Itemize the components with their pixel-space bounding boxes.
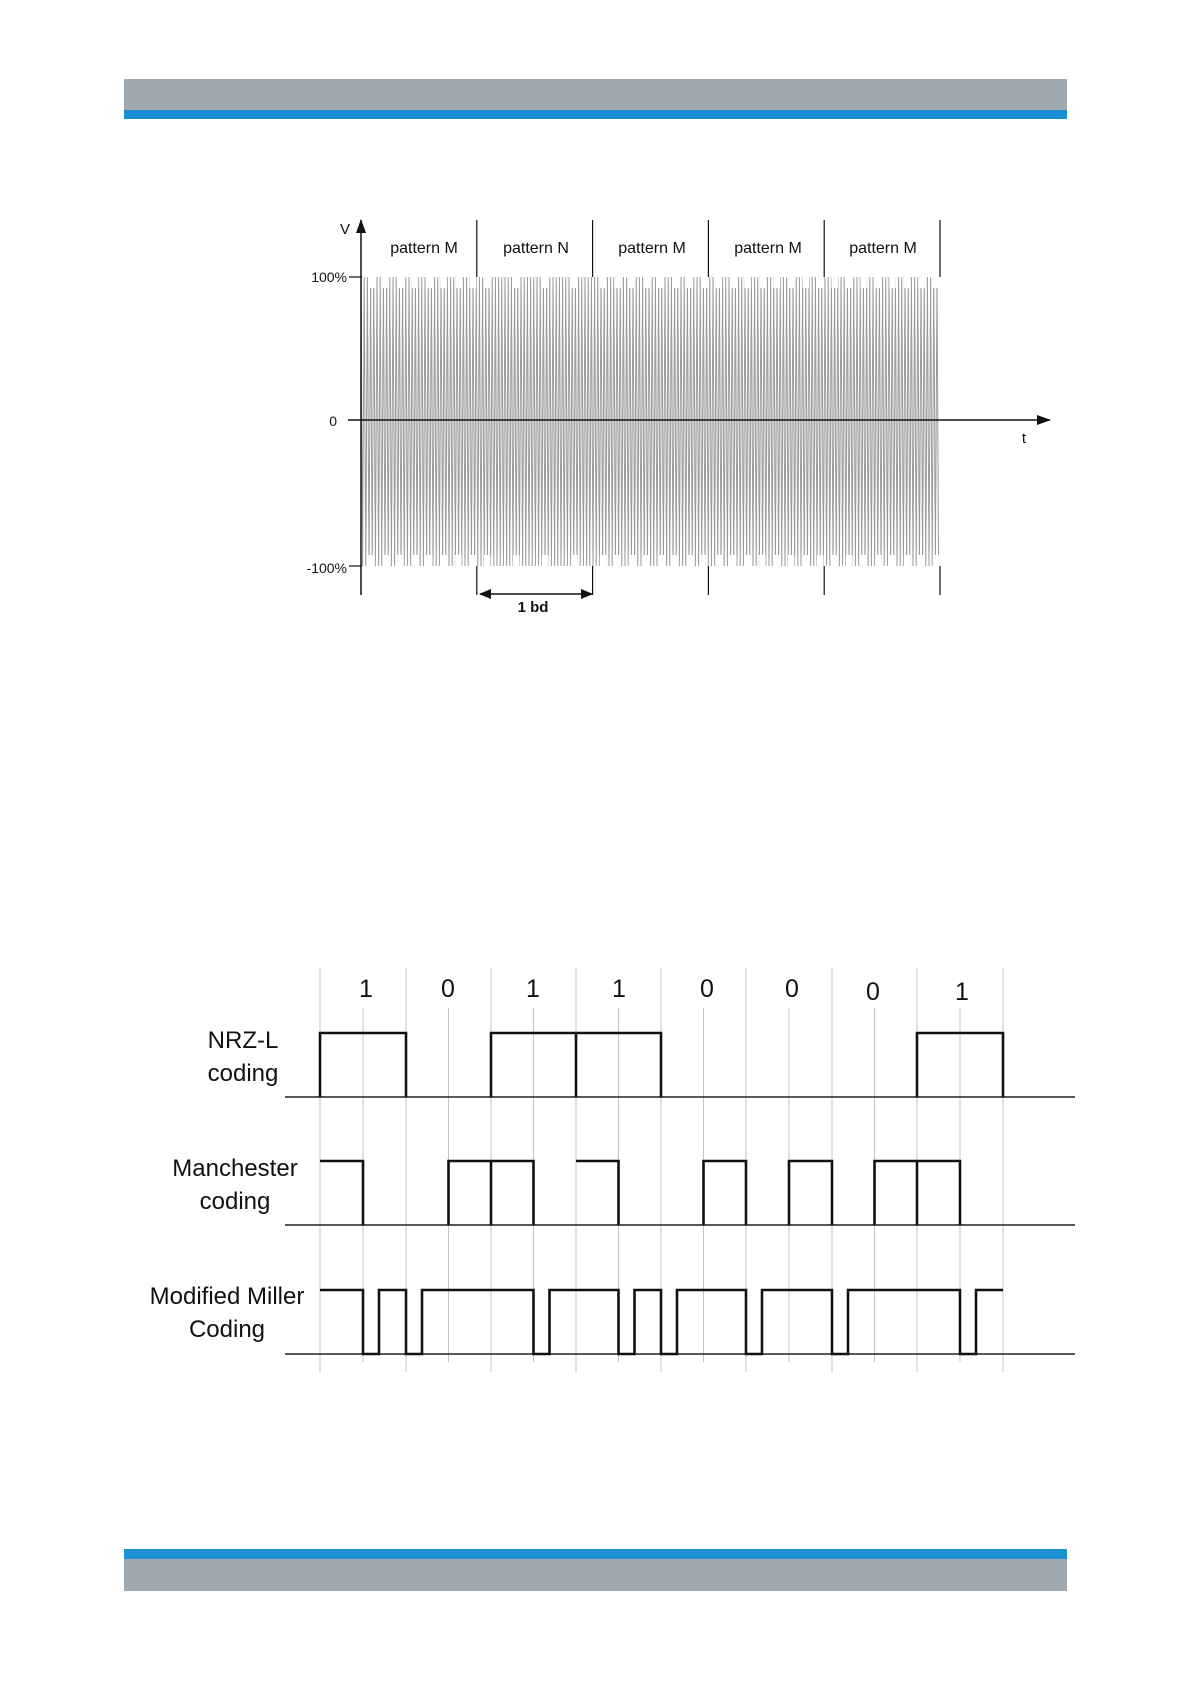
envelope-notch (759, 555, 766, 567)
envelope-notch (730, 555, 737, 567)
y-tick-label: 0 (329, 413, 337, 429)
footer-band (124, 1549, 1067, 1591)
bit-midlines (363, 1008, 960, 1362)
envelope-notch (484, 555, 491, 567)
envelope-notch (774, 555, 781, 567)
footer-band-blue (124, 1549, 1067, 1559)
envelope-notch (600, 276, 607, 288)
nrz-signal (320, 1033, 1003, 1097)
envelope-notch (730, 276, 737, 288)
pattern-label: pattern M (734, 240, 802, 257)
row-label-miller: Modified Miller (149, 1283, 305, 1310)
pattern-label: pattern N (503, 240, 569, 257)
envelope-notch (383, 555, 390, 567)
envelope-notch (571, 555, 578, 567)
envelope-notch (745, 276, 752, 288)
envelope-notch (817, 555, 824, 567)
envelope-notch (426, 276, 433, 288)
envelope-notch (716, 555, 723, 567)
footer-band-grey (124, 1559, 1067, 1591)
manchester-signal (320, 1161, 960, 1225)
envelope-notch (441, 555, 448, 567)
envelope-notch (716, 276, 723, 288)
envelope-notch (701, 555, 708, 567)
y-tick-label: -100% (306, 560, 347, 576)
y-axis-label: V (339, 221, 351, 238)
envelope-notch (542, 276, 549, 288)
envelope-notch (629, 555, 636, 567)
envelope-notch (933, 276, 940, 288)
envelope-notch (513, 555, 520, 567)
bit-value: 0 (700, 975, 714, 1003)
envelope-notch (745, 555, 752, 567)
row-label-nrz: NRZ-L (207, 1027, 279, 1054)
envelope-notch (614, 276, 621, 288)
envelope-notch (774, 276, 781, 288)
baud-span-label: 1 bd (517, 599, 549, 616)
envelope-notch (643, 276, 650, 288)
bit-value: 1 (526, 975, 540, 1003)
envelope-notch (846, 276, 853, 288)
envelope-notch (672, 276, 679, 288)
bit-value: 1 (359, 975, 373, 1003)
row-baselines (285, 1097, 1075, 1354)
envelope-notch (803, 276, 810, 288)
pattern-label: pattern M (849, 240, 917, 257)
envelope-notch (889, 555, 896, 567)
envelope-notch (658, 555, 665, 567)
envelope-notch (803, 555, 810, 567)
bit-value: 0 (441, 975, 455, 1003)
bit-values (359, 975, 969, 1006)
pattern-label: pattern M (390, 240, 458, 257)
envelope-notch (672, 555, 679, 567)
row-label-nrz: coding (207, 1060, 279, 1087)
envelope-notch (383, 276, 390, 288)
envelope-notch (412, 555, 419, 567)
envelope-notch (831, 276, 838, 288)
envelope-notch (368, 555, 375, 567)
envelope-notch (455, 555, 462, 567)
row-label-miller: Coding (188, 1316, 266, 1343)
bit-value: 1 (612, 975, 626, 1003)
row-labels (150, 1027, 305, 1343)
envelope-notch (513, 276, 520, 288)
carrier-waveform (361, 277, 939, 566)
bit-gridlines (320, 968, 1003, 1372)
envelope-notch (875, 276, 882, 288)
envelope-notch (889, 276, 896, 288)
envelope-notch (918, 276, 925, 288)
envelope-notch (600, 555, 607, 567)
envelope-notch (368, 276, 375, 288)
row-label-manchester: Manchester (172, 1155, 298, 1182)
envelope-notch (933, 555, 940, 567)
bit-value: 0 (785, 975, 799, 1003)
envelope-notch (484, 276, 491, 288)
envelope-notch (470, 276, 477, 288)
envelope-notch (687, 276, 694, 288)
carrier-trace (361, 277, 939, 566)
envelope-notch (875, 555, 882, 567)
pattern-label: pattern M (618, 240, 686, 257)
miller-signal (320, 1290, 1003, 1354)
envelope-notch (470, 555, 477, 567)
envelope-notch (397, 555, 404, 567)
envelope-notch (701, 276, 708, 288)
modulation-diagram (0, 0, 1192, 640)
envelope-notch (629, 276, 636, 288)
envelope-notch (846, 555, 853, 567)
envelope-notch (397, 276, 404, 288)
envelope-notch (441, 276, 448, 288)
y-tick-label: 100% (311, 269, 347, 285)
envelope-notch (614, 555, 621, 567)
envelope-notch (426, 555, 433, 567)
row-label-manchester: coding (199, 1188, 271, 1215)
envelope-notch (687, 555, 694, 567)
x-axis-label: t (1021, 430, 1027, 447)
envelope-notch (788, 555, 795, 567)
envelope-notch (658, 276, 665, 288)
coded-signals (320, 1033, 1003, 1354)
envelope-notch (860, 276, 867, 288)
envelope-notch (831, 555, 838, 567)
envelope-notch (817, 276, 824, 288)
envelope-notch (918, 555, 925, 567)
envelope-notch (542, 555, 549, 567)
envelope-notch (904, 276, 911, 288)
envelope-notch (412, 276, 419, 288)
bit-value: 0 (866, 978, 880, 1006)
bit-value: 1 (955, 978, 969, 1006)
envelope-notch (904, 555, 911, 567)
envelope-notch (759, 276, 766, 288)
envelope-notch (788, 276, 795, 288)
envelope-notch (571, 276, 578, 288)
envelope-notch (455, 276, 462, 288)
pattern-labels (390, 240, 917, 257)
envelope-notch (860, 555, 867, 567)
envelope-notch (643, 555, 650, 567)
